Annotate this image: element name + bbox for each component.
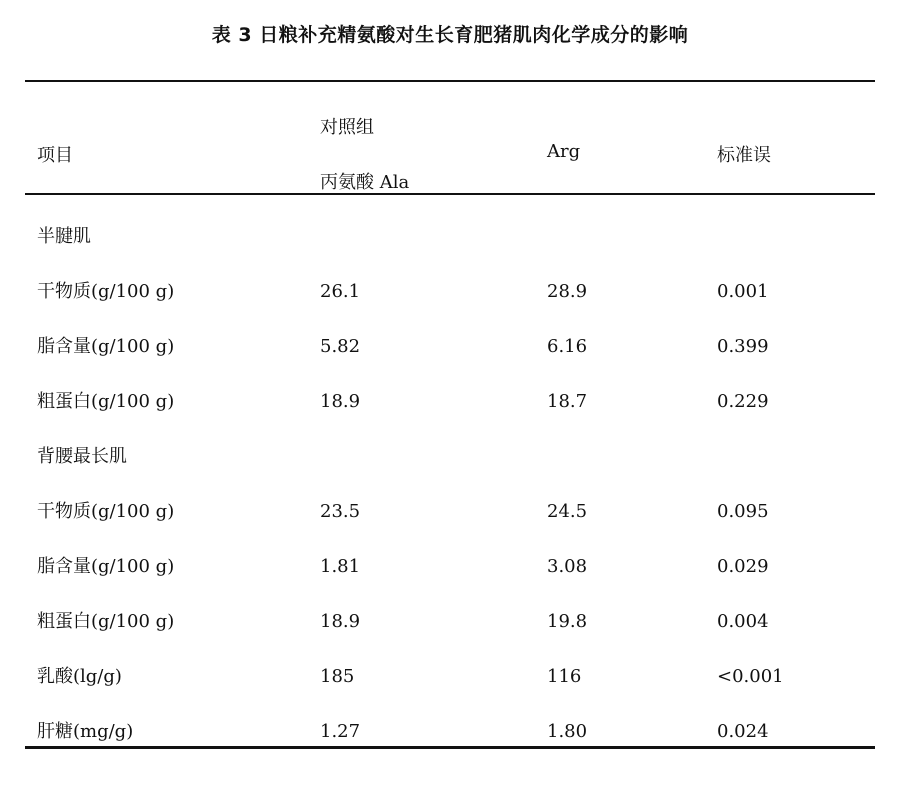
arg-value: 6.16: [547, 336, 588, 357]
arg-value: 19.8: [547, 611, 588, 632]
row-label: 粗蛋白(g/100 g): [37, 611, 175, 632]
control-value: 23.5: [320, 501, 361, 522]
control-value: 1.81: [320, 556, 361, 577]
arg-value: 3.08: [547, 556, 588, 577]
table-title: 表 3 日粮补充精氨酸对生长育肥猪肌肉化学成分的影响: [211, 24, 689, 46]
header-rule: [25, 193, 875, 195]
header-item: 项目: [37, 145, 73, 166]
row-label: 脂含量(g/100 g): [37, 336, 175, 357]
arg-value: 1.80: [547, 721, 588, 742]
row-label: 脂含量(g/100 g): [37, 556, 175, 577]
row-label: 肝糖(mg/g): [37, 721, 134, 742]
arg-value: 24.5: [547, 501, 588, 522]
se-value: 0.229: [717, 391, 769, 412]
se-value: 0.004: [717, 611, 769, 632]
se-value: 0.024: [717, 721, 769, 742]
se-value: <0.001: [717, 666, 784, 687]
top-rule: [25, 80, 875, 82]
header-control: 对照组: [320, 117, 374, 138]
arg-value: 116: [547, 666, 582, 687]
bottom-rule: [25, 746, 875, 749]
se-value: 0.029: [717, 556, 769, 577]
control-value: 1.27: [320, 721, 361, 742]
control-value: 185: [320, 666, 355, 687]
arg-value: 18.7: [547, 391, 588, 412]
control-value: 18.9: [320, 391, 361, 412]
control-value: 18.9: [320, 611, 361, 632]
header-arg: Arg: [547, 141, 581, 162]
row-label: 乳酸(lg/g): [37, 666, 122, 687]
row-label: 背腰最长肌: [37, 446, 127, 467]
row-label: 干物质(g/100 g): [37, 501, 175, 522]
se-value: 0.095: [717, 501, 769, 522]
row-label: 粗蛋白(g/100 g): [37, 391, 175, 412]
row-label: 半腱肌: [37, 226, 91, 247]
se-value: 0.399: [717, 336, 769, 357]
control-value: 26.1: [320, 281, 361, 302]
header-standard-error: 标准误: [717, 145, 771, 166]
control-value: 5.82: [320, 336, 361, 357]
row-label: 干物质(g/100 g): [37, 281, 175, 302]
se-value: 0.001: [717, 281, 769, 302]
header-control-ala: 丙氨酸 Ala: [320, 172, 410, 193]
arg-value: 28.9: [547, 281, 588, 302]
